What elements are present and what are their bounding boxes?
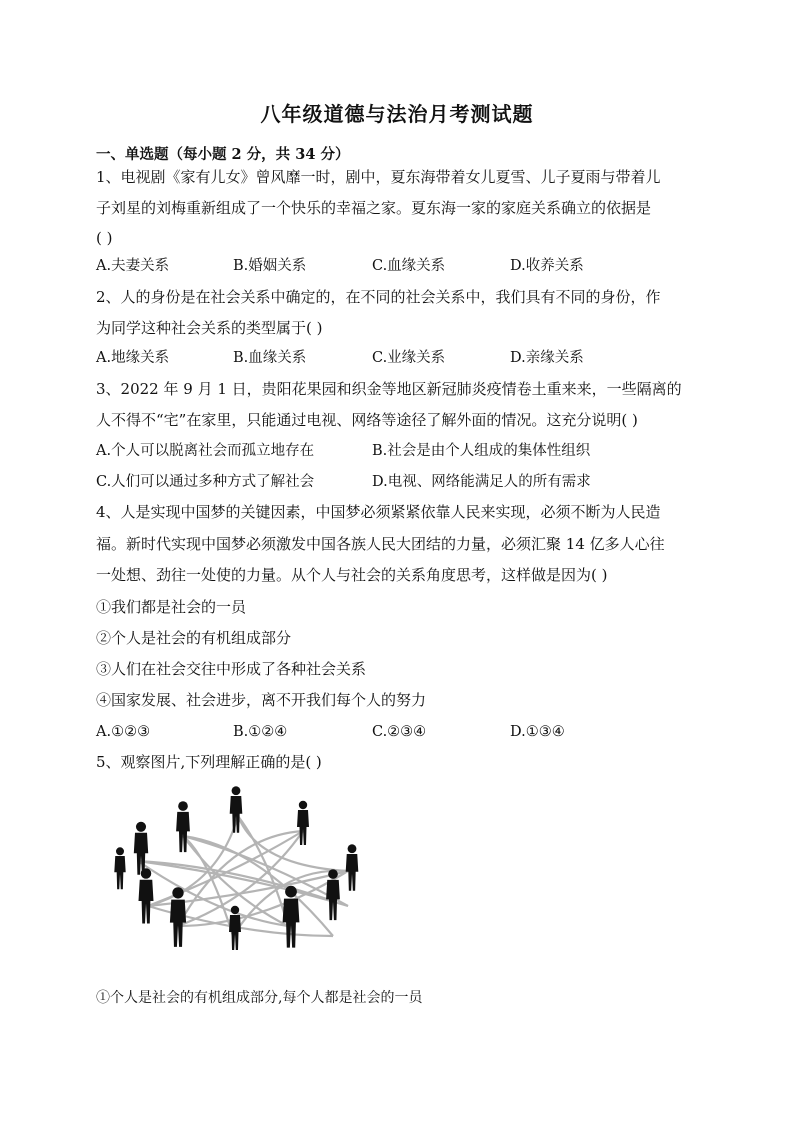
option-c: C.业缘关系 [372, 350, 446, 366]
option-c: C.人们可以通过多种方式了解社会 [96, 474, 315, 490]
option-b: B.血缘关系 [233, 350, 307, 366]
option-a: A.个人可以脱离社会而孤立地存在 [96, 443, 315, 459]
page-title: 八年级道德与法治月考测试题 [260, 102, 534, 126]
option-d: D.电视、网络能满足人的所有需求 [372, 474, 591, 490]
option-a: A.夫妻关系 [96, 258, 170, 274]
section-heading: 一、单选题（每小题 2 分，共 34 分） [96, 146, 350, 163]
question-5-statement-1: ①个人是社会的有机组成部分,每个人都是社会的一员 [96, 990, 423, 1006]
option-a: A.地缘关系 [96, 350, 170, 366]
question-4-statement-4: ④国家发展、社会进步，离不开我们每个人的努力 [96, 691, 427, 709]
option-d: D.收养关系 [510, 258, 584, 274]
option-c: C.血缘关系 [372, 258, 446, 274]
question-4-statement-2: ②个人是社会的有机组成部分 [96, 629, 292, 647]
option-b: B.婚姻关系 [233, 258, 307, 274]
option-b: B.社会是由个人组成的集体性组织 [372, 443, 591, 459]
question-4-line-3: 一处想、劲往一处使的力量。从个人与社会的关系角度思考，这样做是因为( ) [96, 566, 608, 584]
option-b: B.①②④ [233, 724, 288, 740]
question-4-statement-3: ③人们在社会交往中形成了各种社会关系 [96, 660, 367, 678]
question-4-line-1: 4、人是实现中国梦的关键因素，中国梦必须紧紧依靠人民来实现，必须不断为人民造 [96, 503, 661, 521]
question-2-line-2: 为同学这种社会关系的类型属于( ) [96, 319, 323, 337]
people-network-illustration [108, 776, 380, 976]
option-a: A.①②③ [96, 724, 151, 740]
question-3-line-1: 3、2022 年 9 月 1 日，贵阳花果园和织金等地区新冠肺炎疫情卷土重来来，一些隔离的 [96, 380, 682, 398]
question-3-line-2: 人不得不“宅”在家里，只能通过电视、网络等途径了解外面的情况。这充分说明( ) [96, 411, 638, 429]
option-d: D.亲缘关系 [510, 350, 584, 366]
question-5-line-1: 5、观察图片,下列理解正确的是( ) [96, 753, 322, 771]
question-1-line-2: 子刘星的刘梅重新组成了一个快乐的幸福之家。夏东海一家的家庭关系确立的依据是 [96, 199, 652, 217]
question-4-line-2: 福。新时代实现中国梦必须激发中国各族人民大团结的力量，必须汇聚 14 亿多人心往 [96, 535, 665, 553]
question-1-line-3: ( ) [96, 229, 113, 247]
option-d: D.①③④ [510, 724, 565, 740]
question-1-line-1: 1、电视剧《家有儿女》曾风靡一时，剧中，夏东海带着女儿夏雪、儿子夏雨与带着儿 [96, 168, 661, 186]
question-4-statement-1: ①我们都是社会的一员 [96, 598, 247, 616]
question-2-line-1: 2、人的身份是在社会关系中确定的，在不同的社会关系中，我们具有不同的身份，作 [96, 288, 661, 306]
option-c: C.②③④ [372, 724, 427, 740]
